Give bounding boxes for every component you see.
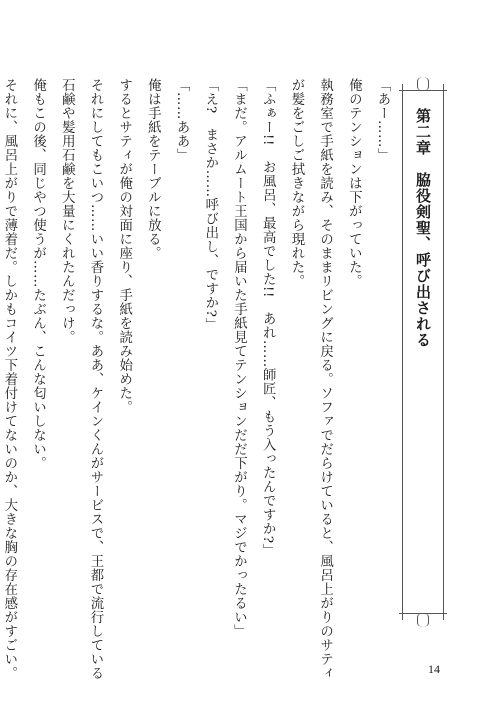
paragraph: 「……ああ」 [174, 78, 190, 162]
frame-rule-bottom [399, 613, 447, 614]
chapter-title: 第二章 脇役剣聖、呼び出される [414, 108, 432, 348]
ornament-bottom-icon [417, 613, 429, 627]
paragraph: それにしてもこいつ……いい香りするな。ああ、ケインくんがサービスで、王都で流行している [87, 78, 103, 680]
page-number: 14 [428, 662, 440, 676]
paragraph: 俺のテンションは下がっていた。 [346, 78, 362, 288]
paragraph: 俺もこの後、同じやつ使うが……たぶん、こんな匂いしない。 [30, 78, 46, 470]
paragraph: 「ふぁー!! お風呂、最高でした!! あれ……師匠、もう入ったんですか?」 [260, 78, 276, 558]
paragraph: 「え? まさか……呼び出し、ですか?」 [202, 78, 218, 332]
paragraph: が髪をごしご拭きながら現れた。 [288, 78, 304, 288]
ornament-top-icon [417, 77, 429, 91]
paragraph: するとサティが俺の対面に座り、手紙を読み始めた。 [116, 78, 132, 414]
chapter-heading-frame [402, 84, 444, 620]
paragraph: 執務室で手紙を読み、そのままリビングに戻る。ソファでだらけていると、風呂上がりのサティ [317, 78, 333, 680]
paragraph: 石鹸や髪用石鹸を大量にくれたんだっけ。 [59, 78, 75, 344]
paragraph: それに、風呂上がりで薄着だ。しかもコイツ下着付けてないのか、大きな胸の存在感がすごい。 [1, 78, 17, 680]
paragraph: 「まだ。アルムート王国から届いた手紙見てテンションだだ下がり。マジでかったるい」 [231, 78, 247, 638]
paragraph: 「あー……」 [375, 78, 390, 162]
paragraph: 俺は手紙をテーブルに放る。 [145, 78, 161, 260]
body-text [1, 78, 396, 680]
